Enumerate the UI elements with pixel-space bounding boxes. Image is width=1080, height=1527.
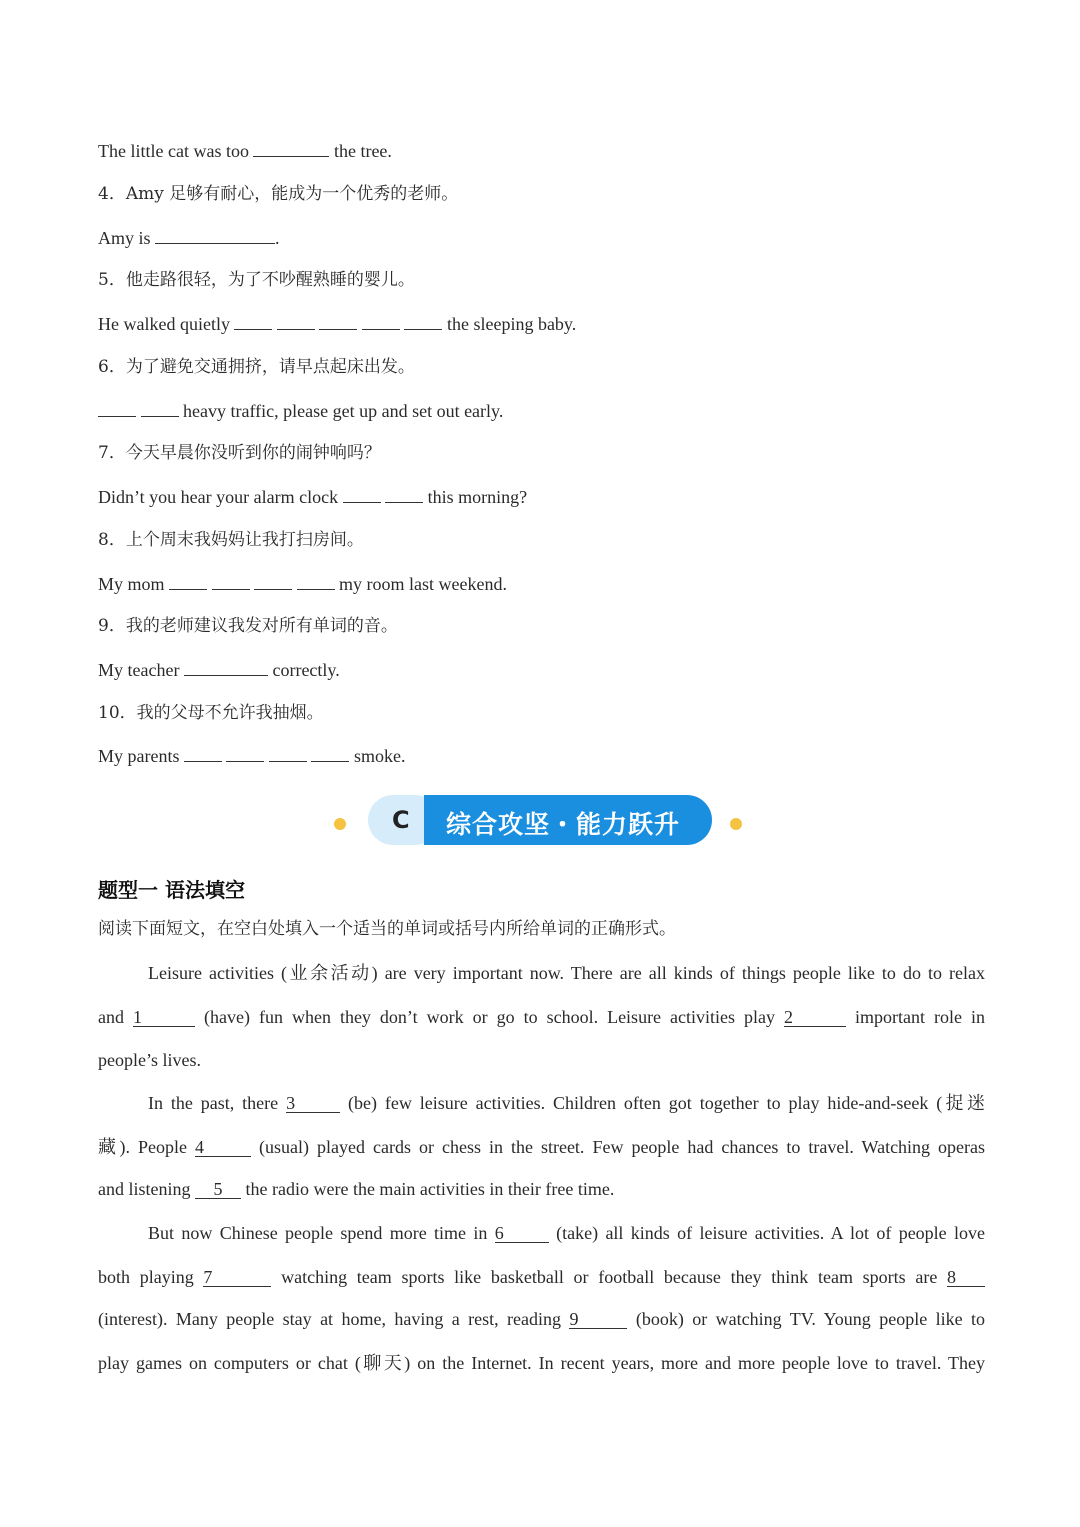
answer-blank[interactable] xyxy=(169,575,207,590)
q4-answer-line xyxy=(98,227,280,249)
q8-prompt: 8．上个周末我妈妈让我打扫房间。 xyxy=(98,530,364,550)
q6-after: heavy traffic, please get up and set out early. xyxy=(183,401,504,421)
answer-blank[interactable] xyxy=(362,315,400,330)
passage-line xyxy=(148,1222,985,1244)
passage-text: 藏). People xyxy=(98,1137,187,1157)
q10-answer-line xyxy=(98,745,405,767)
passage-text: But now Chinese people spend more time in xyxy=(148,1223,488,1243)
passage-line xyxy=(98,1136,985,1158)
part-instruction: 阅读下面短文，在空白处填入一个适当的单词或括号内所给单词的正确形式。 xyxy=(98,919,676,939)
passage-line xyxy=(148,1092,985,1114)
q6-prompt: 6．为了避免交通拥挤，请早点起床出发。 xyxy=(98,357,415,377)
answer-blank[interactable] xyxy=(319,315,357,330)
answer-blank-3[interactable]: 3 xyxy=(286,1094,340,1113)
q9-after: correctly. xyxy=(272,660,340,680)
part-heading: 题型一 语法填空 xyxy=(98,878,245,902)
q5-prompt: 5．他走路很轻，为了不吵醒熟睡的婴儿。 xyxy=(98,270,415,290)
q3-before: The little cat was too xyxy=(98,141,249,161)
passage-line xyxy=(98,1006,985,1028)
passage-text: (usual) played cards or chess in the street. Few people had chances to travel. Watching operas xyxy=(259,1137,986,1157)
answer-blank-2[interactable]: 2 xyxy=(784,1008,846,1027)
q5-answer-line xyxy=(98,313,576,335)
answer-blank[interactable] xyxy=(404,315,442,330)
passage-line xyxy=(98,1178,614,1200)
answer-blank-8[interactable]: 8 xyxy=(947,1268,985,1287)
q10-prompt: 10．我的父母不允许我抽烟。 xyxy=(98,703,324,723)
passage-text: play games on computers or chat (聊天) on the Internet. In recent years, more and more people love to travel. They xyxy=(98,1353,985,1373)
q6-answer-line xyxy=(98,400,503,422)
passage-text: important role in xyxy=(855,1007,985,1027)
q3-after: the tree. xyxy=(333,141,392,161)
passage-text: (book) or watching TV. Young people like to xyxy=(635,1309,985,1329)
passage-line xyxy=(98,1049,201,1071)
right-dot xyxy=(730,818,742,830)
answer-blank-7[interactable]: 7 xyxy=(203,1268,271,1287)
q3-answer-line xyxy=(98,140,392,162)
passage-line xyxy=(148,962,985,984)
q8-after: my room last weekend. xyxy=(339,574,507,594)
passage-text: (have) fun when they don’t work or go to school. Leisure activities play xyxy=(204,1007,776,1027)
banner-letter: C xyxy=(392,806,410,834)
passage-line xyxy=(98,1352,985,1374)
answer-blank[interactable] xyxy=(297,575,335,590)
answer-blank[interactable] xyxy=(311,747,349,762)
passage-text: (interest). Many people stay at home, having a rest, reading xyxy=(98,1309,562,1329)
answer-blank[interactable] xyxy=(234,315,272,330)
passage-text: and xyxy=(98,1007,124,1027)
passage-text: (take) all kinds of leisure activities. A lot of people love xyxy=(556,1223,986,1243)
passage-text: the radio were the main activities in their free time. xyxy=(245,1179,615,1199)
q9-answer-line xyxy=(98,659,340,681)
answer-blank[interactable] xyxy=(184,747,222,762)
q4-after: . xyxy=(275,228,280,248)
q9-before: My teacher xyxy=(98,660,180,680)
answer-blank[interactable] xyxy=(184,661,268,676)
passage-line xyxy=(98,1266,985,1288)
q4-prompt: 4．Amy 足够有耐心，能成为一个优秀的老师。 xyxy=(98,184,459,204)
q5-before: He walked quietly xyxy=(98,314,230,334)
answer-blank[interactable] xyxy=(254,575,292,590)
answer-blank[interactable] xyxy=(98,402,136,417)
q5-after: the sleeping baby. xyxy=(446,314,577,334)
q7-before: Didn’t you hear your alarm clock xyxy=(98,487,339,507)
passage-text: watching team sports like basketball or football because they think team sports are xyxy=(281,1267,938,1287)
q10-after: smoke. xyxy=(353,746,406,766)
answer-blank[interactable] xyxy=(385,488,423,503)
answer-blank[interactable] xyxy=(155,229,275,244)
passage-text: both playing xyxy=(98,1267,194,1287)
passage-text: In the past, there xyxy=(148,1093,279,1113)
passage-text: Leisure activities (业余活动) are very important now. There are all kinds of things people like to do to relax xyxy=(148,963,985,983)
q10-before: My parents xyxy=(98,746,180,766)
q9-prompt: 9．我的老师建议我发对所有单词的音。 xyxy=(98,616,398,636)
section-banner xyxy=(0,790,1080,850)
passage-line xyxy=(98,1308,985,1330)
answer-blank-5[interactable]: 5 xyxy=(195,1180,241,1199)
left-dot xyxy=(334,818,346,830)
banner-title: 综合攻坚・能力跃升 xyxy=(446,810,681,839)
passage-text: people’s lives. xyxy=(98,1050,201,1070)
q8-before: My mom xyxy=(98,574,165,594)
passage-text: (be) few leisure activities. Children often got together to play hide-and-seek (捉迷 xyxy=(347,1093,986,1113)
q7-answer-line xyxy=(98,486,527,508)
answer-blank-9[interactable]: 9 xyxy=(569,1310,627,1329)
answer-blank[interactable] xyxy=(343,488,381,503)
answer-blank[interactable] xyxy=(212,575,250,590)
answer-blank[interactable] xyxy=(253,142,329,157)
answer-blank-6[interactable]: 6 xyxy=(495,1224,549,1243)
answer-blank-4[interactable]: 4 xyxy=(195,1138,251,1157)
answer-blank[interactable] xyxy=(226,747,264,762)
passage-text: and listening xyxy=(98,1179,191,1199)
answer-blank[interactable] xyxy=(269,747,307,762)
q4-before: Amy is xyxy=(98,228,151,248)
q7-prompt: 7．今天早晨你没听到你的闹钟响吗？ xyxy=(98,443,381,463)
q8-answer-line xyxy=(98,573,507,595)
answer-blank[interactable] xyxy=(277,315,315,330)
answer-blank-1[interactable]: 1 xyxy=(133,1008,195,1027)
q7-after: this morning? xyxy=(427,487,528,507)
answer-blank[interactable] xyxy=(141,402,179,417)
